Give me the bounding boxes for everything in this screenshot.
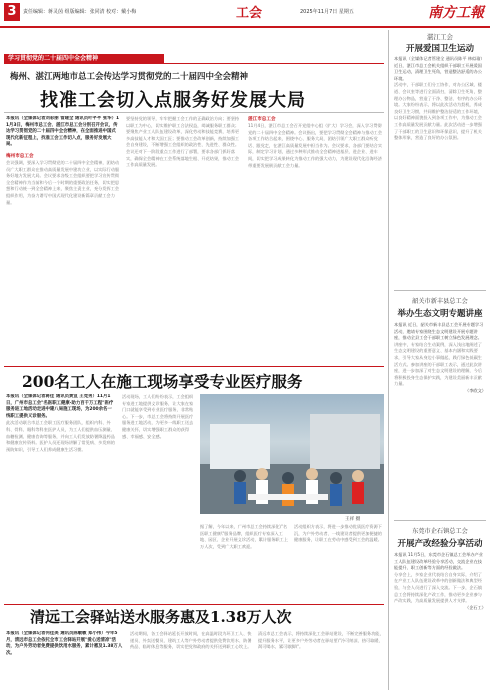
story2-col-2: 活动现场，工人们纷纷表示，工会组织专家进工地提供义诊服务，让大家在家门口就能享受到专业医疗服务，非常贴心。下一步，市总工会将持续开展医疗服务进工地活动，为更多一线职工送去健康关怀，切实增强职工群众的获得感、幸福感、安全感。 (122, 394, 194, 439)
issue-date: 2025年11月7日 星期五 (300, 9, 354, 15)
brief-1-body: 本报讯（全媒体记者管建全 通讯员陈平 林似瑜）近日，湛江市总工会机关组织干部职工开展爱国卫生运动，清理卫生死角，营造整洁舒适的办公环境。 活动中，干部职工们分工协作，对办公区域、楼道、会议室等进行全面清扫，清除卫生死角，整理办公物品，营造了干净、整洁、有序的办公环境。大家纷纷表示，将以此次活动为契机，养成良好卫生习惯，共同维护整洁舒适的工作环境，以良好精神面貌投入到各项工作中，为推动工会工作高质量发展贡献力量。此次活动进一步增强了干部职工的卫生意识和环保意识，提升了机关整体形象，营造了良好的办公氛围。 (394, 56, 485, 141)
story2-col-3: 据了解，今年以来，广州市总工会持续深化\"名医职工健康\"服务品牌，组织医疗专家深入工地、园区、企业开展义诊活动，累计服务职工上万人次，受到广大职工欢迎。 (200, 524, 288, 549)
lead-col-3: 湛江市总工会 11月4日，湛江市总工会召开党组中心组（扩大）学习会，深入学习贯彻党的二十届四中全会精神。会议指出，要把学习贯彻全会精神与推动工会各项工作结合起来，围绕中心、服务大局，团结引领广大职工群众听党话、跟党走，在湛江高质量发展中担当作为。会议要求，各部门要结合实际，制定学习计划，通过多种形式推动全会精神进基层、进企业、进车间，切实把学习成果转化为推动工作的强大动力，为建设现代化沿海经济带重要发展极贡献工会力量。 (248, 117, 382, 168)
story3-headline: 清远工会驿站送水服务惠及1.38万人次 (30, 608, 292, 626)
brief-3-credit: （企石工） (465, 604, 486, 610)
lead-col-1: 本报讯（全媒体记者刘彩丽 管建全 通讯员叶芊芊 张华）11月3日，梅州市总工会、湛江市总工会分别召开会议，传达学习贯彻党的二十届四中全会精神，在全面推进中国式现代化新征程上，找准工会工作切入点，服务好发展大局。 梅州市总工会 会议强调，要深入学习贯彻党的二十届四中全会精神，团结动员广大职工群众在推动高质量发展中建功立业，以实际行动服务好地方发展大局。会议要求各级工会组织要把学习宣传贯彻全会精神作为当前和今后一个时期的重要政治任务，切实把思想和行动统一到全会精神上来，聚焦主责主业，充分发挥工会组织作用，为奋力谱写中国式现代化建设新篇章贡献工会力量。 (6, 116, 120, 205)
brief-1-lead: 本报讯（全媒体记者管建全 通讯员陈平 林似瑜）近日，湛江市总工会机关组织干部职工开展爱国卫生运动，清理卫生死角，营造整洁舒适的办公环境。 (394, 56, 485, 81)
story2-headline: 200名工人在施工现场享受专业医疗服务 (22, 372, 303, 391)
story2-col-1: 本报讯（全媒体记者蒋佳 通讯员黄宣 王竞男）11月1日，广州市总工会"名医职工健康·助力百千万工程"医疗服务进工地活动走进中建八局施工现场，为200余名一线职工提供义诊服务。 此次活动联合市总工会职工医疗服务团队，组织内科、外科、骨科、眼科等科室医护人员，为工人们提供血压测量、血糖检测、健康咨询等服务，并向工人们发放防暑降温药品和健康宣传资料。医护人员还现场讲解了常见病、多发病的预防知识，引导工人们养成健康生活习惯。 (6, 394, 115, 452)
brief-3-title: 开展产改经验分享活动 (397, 539, 483, 549)
brief-1-title: 开展爱国卫生运动 (405, 44, 474, 54)
brief-3-lead: 本报讯 11月5日，东莞市企石镇总工会举办产业工人队伍建设改革经验分享活动，交流企业在技能提升、职工创新等方面的经验做法。 (394, 552, 483, 571)
page-number: 3 (4, 3, 20, 21)
story2-photo (200, 394, 384, 514)
brief-3-location: 东莞市企石镇总工会 (412, 528, 468, 535)
brief-2-lead: 本报讯 近日，韶关市新丰县总工会开展专题学习活动，邀请专家围绕生态文明建设开展专题讲座，推动全县工会干部职工树立绿色发展理念。 (394, 322, 484, 341)
brief-1-location: 湛江工会 (427, 33, 453, 41)
photo-scene-illustration (200, 394, 384, 514)
story2-byline: 本报讯（全媒体记者蒋佳 通讯员黄宣 王竞男）11月1日，广州市总工会"名医职工健康·助力百千万工程"医疗服务进工地活动走进中建八局施工现场，为200余名一线职工提供义诊服务。 (6, 394, 114, 419)
page-header (0, 0, 490, 28)
topic-banner-label: 学习贯彻党的二十届四中全会精神 (8, 55, 99, 62)
photo-credit: 王祥 摄 (345, 517, 361, 522)
story3-col-2: 活动期间，各工会驿站延长开放时间，在高温时段为环卫工人、快递员、外卖送餐员、建筑工人等户外劳动者提供免费饮用水、防暑药品、临时休息等服务，切实把党和政府的关怀送到职工心坎上。 (130, 631, 252, 650)
brief-2-title: 举办生态文明专题讲座 (397, 309, 483, 319)
editor-meta: 责任编辑：蒋灵茵 组版编辑：张同清 校对：戴小梅 (23, 9, 137, 15)
masthead-logo: 南方工報 (428, 5, 484, 21)
lead-byline: 本报讯（全媒体记者刘彩丽 管建全 通讯员叶芊芊 张华）11月3日，梅州市总工会、湛江市总工会分别召开会议，传达学习贯彻党的二十届四中全会精神，在全面推进中国式现代化新征程上，找准工会工作切入点，服务好发展大局。 (6, 116, 120, 148)
brief-2-body: 本报讯 近日，韶关市新丰县总工会开展专题学习活动，邀请专家围绕生态文明建设开展专题讲座，推动全县工会干部职工树立绿色发展理念。 讲座中，专家结合生动案例，深入浅出地阐述了生态文明建设的重要意义、基本内涵和实践要求，引导大家从身边小事做起，践行绿色低碳生活方式。参加讲座的干部职工表示，通过此次讲座，进一步加深了对生态文明建设的理解，今后将积极投身生态保护实践，为建设美丽新丰贡献力量。 （李欣文） (394, 322, 486, 393)
brief-2-location: 韶关市新丰县总工会 (412, 298, 468, 305)
story3-byline: 本报讯（全媒体记者何佳美 通讯员陈敏敏 郑小伟）今年5月，清远市总工会依托全市工会驿站开展"爱心送清凉"活动，为户外劳动者免费提供饮用水服务，累计惠及1.38万人次。 (6, 631, 123, 656)
story3-col-3: 清远市总工会表示，将持续深化工会驿站建设，不断完善服务功能，提升服务水平，让更多户外劳动者在驿站里\"冷可纳凉、热可取暖、渴可喝水、累可歇脚\"。 (258, 631, 384, 650)
brief-2-credit: （李欣文） (465, 387, 486, 393)
lead-subhead-zhanjiang: 湛江市总工会 (248, 117, 276, 122)
section-title: 工会 (236, 6, 263, 21)
lead-subhead-meizhou: 梅州市总工会 (6, 153, 34, 159)
brief-3-body: 本报讯 11月5日，东莞市企石镇总工会举办产业工人队伍建设改革经验分享活动，交流企业在技能提升、职工创新等方面的经验做法。 分享会上，多家企业代表结合自身实际，介绍了在产业工人队伍建设改革中的创新做法和典型经验，与会人员进行了深入交流。下一步，企石镇总工会将持续深化产改工作，推动更多企业参与产改实践，为高质量发展提供人才支撑。 （企石工） (394, 552, 486, 610)
lead-col-2: 要坚持党的领导，牢牢把握工会工作的正确政治方向；要坚持以职工为中心，切实维护职工合法权益，竭诚服务职工群众；要聚焦产业工人队伍建设改革，深化劳动和技能竞赛，培养更多高技能人才和大国工匠；要推动工会改革创新，持续加强工会自身建设，不断增强工会组织的政治性、先进性、群众性。会议还对下一阶段重点工作进行了部署，要求各部门抓好落实，确保全会精神在工会系统落地生根、开花结果，推动工会工作高质量发展。 (126, 116, 240, 168)
lead-headline: 找准工会切入点服务好发展大局 (40, 90, 306, 111)
story3-col-1 (6, 631, 124, 693)
story2-col-4: 活动组织方表示，将进一步推动优质医疗资源下沉，为户外劳动者、一线建设者提供更加便捷的健康服务，让职工在劳动中感受到工会的温暖。 (294, 524, 382, 543)
lead-kicker: 梅州、湛江两地市总工会传达学习贯彻党的二十届四中全会精神 (10, 72, 249, 82)
